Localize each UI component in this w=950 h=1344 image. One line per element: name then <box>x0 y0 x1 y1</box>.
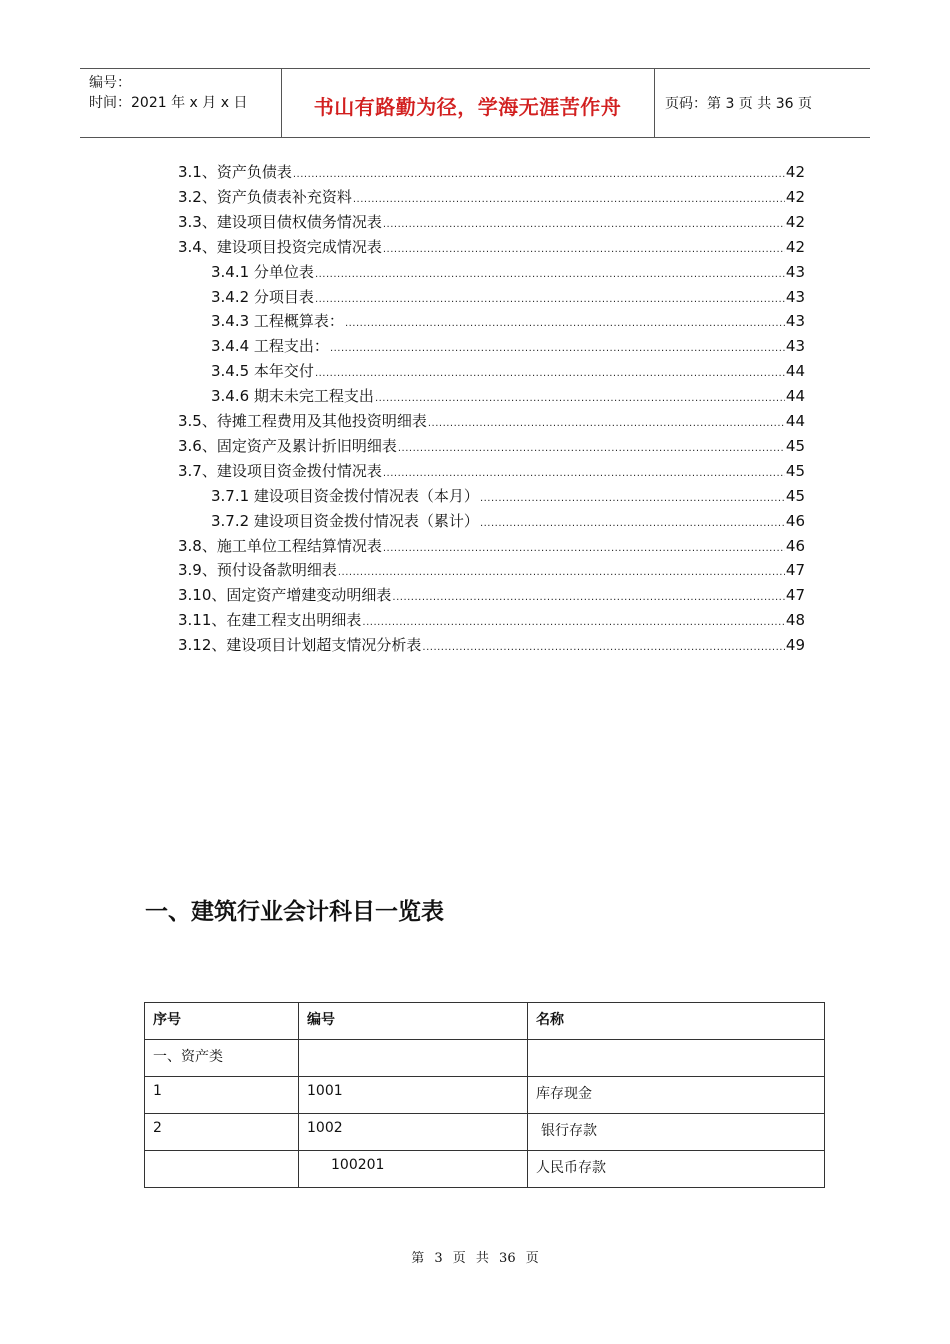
toc-entry[interactable] <box>178 210 805 235</box>
toc-entry-page: 46 <box>785 536 805 555</box>
accounts-table <box>144 1002 825 1188</box>
toc-entry-page: 43 <box>785 312 805 331</box>
toc-entry[interactable] <box>211 285 805 310</box>
toc-entry-page: 42 <box>785 212 805 231</box>
toc-entry[interactable] <box>178 434 805 459</box>
toc-leader-dots <box>383 212 785 237</box>
toc-entry[interactable] <box>211 260 805 285</box>
toc-entry-label: 3.6、固定资产及累计折旧明细表 <box>178 436 397 455</box>
table-cell <box>528 1040 825 1077</box>
table-cell: 1001 <box>299 1077 528 1114</box>
toc-leader-dots <box>315 287 785 312</box>
header-divider <box>654 69 655 137</box>
toc-entry[interactable] <box>211 384 805 409</box>
page-header <box>80 68 870 138</box>
toc-entry-label: 3.4.6 期末未完工程支出 <box>211 387 374 406</box>
toc-entry-page: 45 <box>785 486 805 505</box>
toc-entry[interactable] <box>211 334 805 359</box>
toc-entry[interactable] <box>211 359 805 384</box>
toc-entry-label: 3.11、在建工程支出明细表 <box>178 611 362 630</box>
toc-entry-page: 49 <box>785 636 805 655</box>
toc-entry-label: 3.8、施工单位工程结算情况表 <box>178 536 382 555</box>
toc-entry-label: 3.12、建设项目计划超支情况分析表 <box>178 636 422 655</box>
toc-entry[interactable] <box>178 583 805 608</box>
toc-leader-dots <box>428 411 785 436</box>
toc-entry[interactable] <box>178 558 805 583</box>
toc-leader-dots <box>315 262 785 287</box>
table-row <box>145 1151 825 1188</box>
toc-entry-label: 3.2、资产负债表补充资料 <box>178 187 352 206</box>
toc-entry-page: 43 <box>785 262 805 281</box>
toc-entry-label: 3.4.2 分项目表 <box>211 287 314 306</box>
table-cell: 人民币存款 <box>528 1151 825 1188</box>
table-cell <box>299 1040 528 1077</box>
toc-leader-dots <box>293 162 785 187</box>
toc-entry-label: 3.4.3 工程概算表： <box>211 312 344 331</box>
toc-entry[interactable] <box>178 409 805 434</box>
toc-entry-page: 47 <box>785 561 805 580</box>
toc-entry-label: 3.7.2 建设项目资金拨付情况表（累计） <box>211 511 479 530</box>
table-row <box>145 1040 825 1077</box>
toc-entry-page: 48 <box>785 611 805 630</box>
toc-entry-page: 45 <box>785 436 805 455</box>
table-cell: 2 <box>145 1114 299 1151</box>
toc-leader-dots <box>345 311 785 336</box>
toc-entry-label: 3.4.5 本年交付 <box>211 362 314 381</box>
toc-leader-dots <box>392 585 785 610</box>
toc-leader-dots <box>383 237 785 262</box>
toc-entry-page: 44 <box>785 362 805 381</box>
toc-entry-label: 3.9、预付设备款明细表 <box>178 561 337 580</box>
header-motto: 书山有路勤为径，学海无涯苦作舟 <box>313 95 622 119</box>
toc-entry-page: 43 <box>785 337 805 356</box>
toc-entry-page: 45 <box>785 461 805 480</box>
toc-entry-label: 3.7.1 建设项目资金拨付情况表（本月） <box>211 486 479 505</box>
toc-entry[interactable] <box>211 309 805 334</box>
toc-entry-label: 3.4、建设项目投资完成情况表 <box>178 237 382 256</box>
toc-entry-label: 3.4.4 工程支出： <box>211 337 329 356</box>
toc-entry[interactable] <box>178 534 805 559</box>
table-cell <box>145 1151 299 1188</box>
toc-entry-label: 3.3、建设项目债权债务情况表 <box>178 212 382 231</box>
toc-entry[interactable] <box>211 484 805 509</box>
table-cell: 库存现金 <box>528 1077 825 1114</box>
toc-leader-dots <box>422 635 785 660</box>
toc-entry-page: 44 <box>785 387 805 406</box>
toc-entry[interactable] <box>178 608 805 633</box>
toc-entry-page: 42 <box>785 187 805 206</box>
toc-entry-page: 42 <box>785 237 805 256</box>
toc-leader-dots <box>383 461 785 486</box>
toc-entry-label: 3.4.1 分单位表 <box>211 262 314 281</box>
toc-entry-page: 43 <box>785 287 805 306</box>
toc-entry-label: 3.7、建设项目资金拨付情况表 <box>178 461 382 480</box>
table-row <box>145 1077 825 1114</box>
toc-leader-dots <box>330 336 785 361</box>
toc-leader-dots <box>398 436 785 461</box>
header-number-label: 编号： <box>89 75 131 91</box>
table-header-cell: 序号 <box>145 1003 299 1040</box>
header-date: 时间：2021 年 x 月 x 日 <box>89 95 248 111</box>
page-footer: 第 3 页 共 36 页 <box>411 1251 539 1266</box>
toc-entry-page: 42 <box>785 163 805 181</box>
toc-leader-dots <box>315 361 785 386</box>
table-row <box>145 1114 825 1151</box>
toc-entry-label: 3.5、待摊工程费用及其他投资明细表 <box>178 412 427 430</box>
table-cell: 1 <box>145 1077 299 1114</box>
toc-entry-label: 3.10、固定资产增建变动明细表 <box>178 586 392 605</box>
header-page-info: 页码：第 3 页 共 36 页 <box>665 96 812 112</box>
toc-leader-dots <box>375 386 785 411</box>
toc-entry-page: 47 <box>785 586 805 605</box>
toc-entry-label: 3.1、资产负债表 <box>178 163 292 181</box>
toc-entry-page: 44 <box>785 412 805 430</box>
toc-leader-dots <box>338 560 785 585</box>
table-cell: 一、资产类 <box>145 1040 299 1077</box>
toc-leader-dots <box>480 486 785 511</box>
table-cell: 银行存款 <box>528 1114 825 1151</box>
toc-entry[interactable] <box>178 633 805 658</box>
toc-entry[interactable] <box>178 185 805 210</box>
table-header-cell: 编号 <box>299 1003 528 1040</box>
table-header-cell: 名称 <box>528 1003 825 1040</box>
toc-entry-page: 46 <box>785 511 805 530</box>
toc-entry[interactable] <box>178 160 805 185</box>
table-cell: 100201 <box>299 1151 528 1188</box>
toc-leader-dots <box>362 610 785 635</box>
toc-entry[interactable] <box>178 459 805 484</box>
toc-entry[interactable] <box>211 509 805 534</box>
toc-leader-dots <box>383 536 785 561</box>
table-cell: 1002 <box>299 1114 528 1151</box>
section-title: 一、建筑行业会计科目一览表 <box>145 899 444 925</box>
header-meta <box>89 73 247 113</box>
table-header-row <box>145 1003 825 1040</box>
toc-entry[interactable] <box>178 235 805 260</box>
toc-leader-dots <box>480 511 785 536</box>
toc-leader-dots <box>353 187 785 212</box>
